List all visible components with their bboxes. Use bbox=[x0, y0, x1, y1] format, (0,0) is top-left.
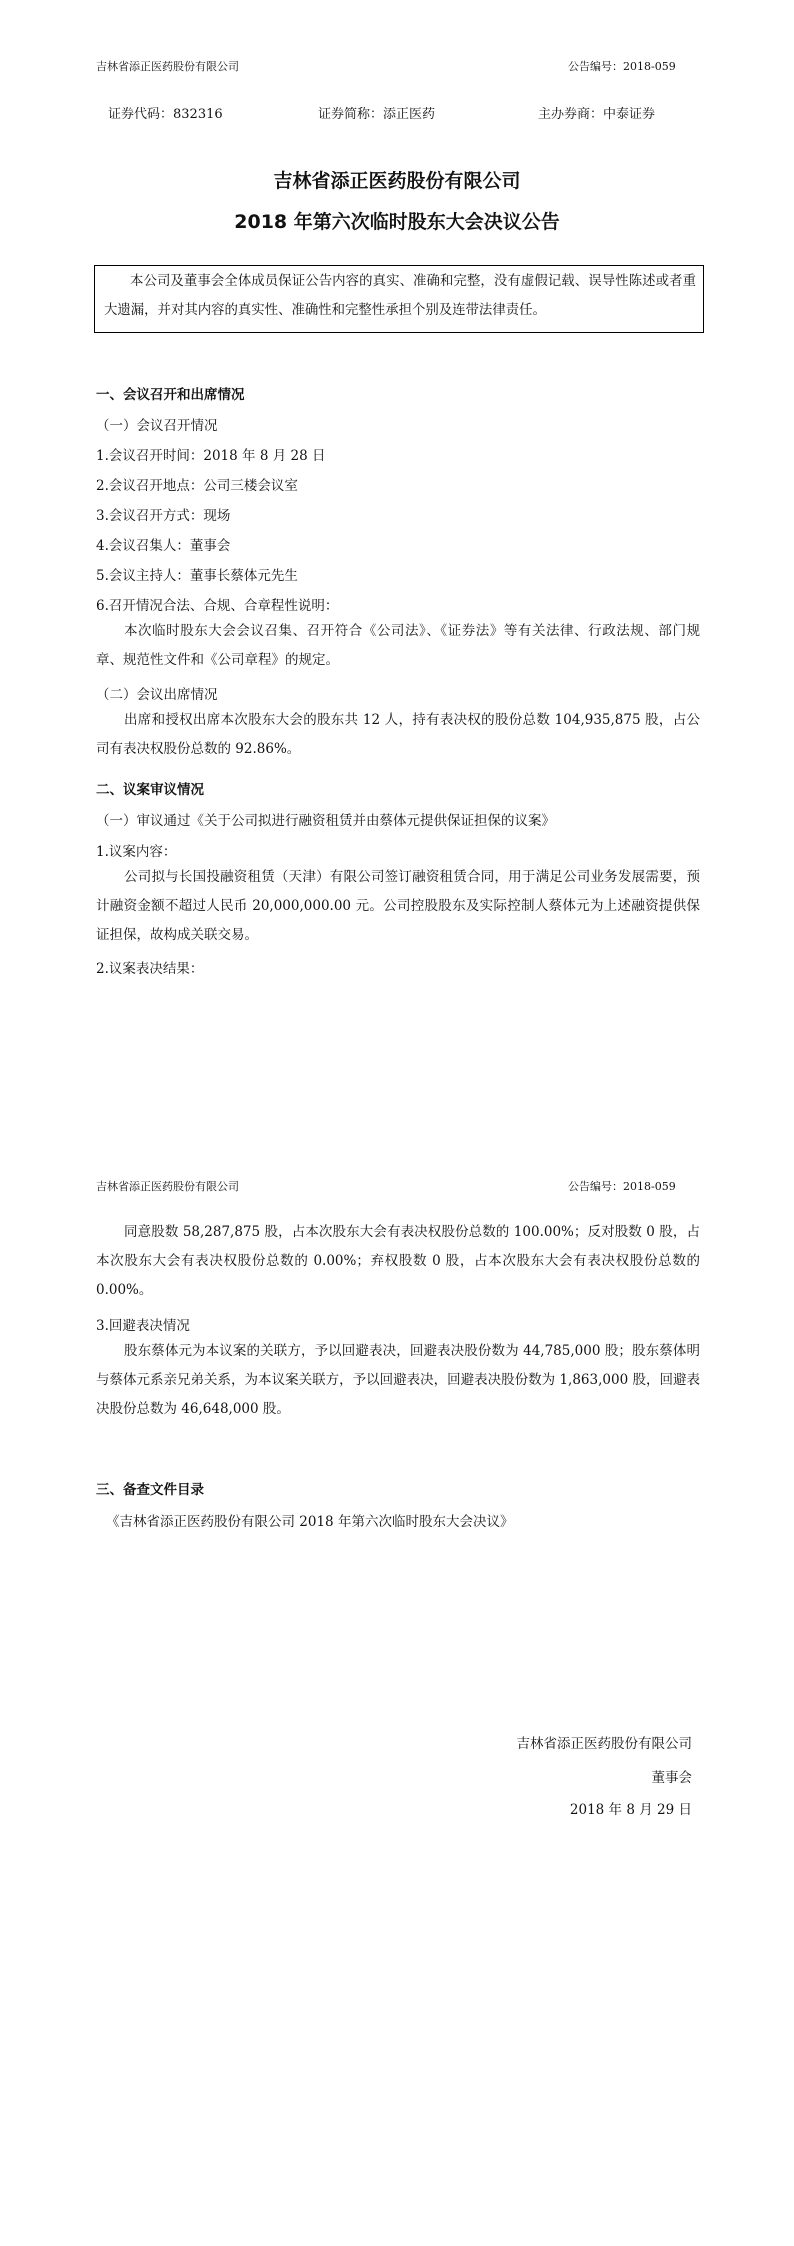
voting-result-text: 同意股数 58,287,875 股，占本次股东大会有表决权股份总数的 100.00%；反对股数 0 股，占本次股东大会有表决权股份总数的 0.00%；弃权股数 0 股，占本次股东大会有表决权股份总数的 0.00%。 bbox=[96, 1224, 700, 1298]
item-voting-result: 2.议案表决结果： bbox=[96, 961, 204, 977]
section-3-heading: 三、备查文件目录 bbox=[96, 1482, 204, 1498]
signature-board: 董事会 bbox=[651, 1770, 692, 1786]
header-notice-number: 公告编号：2018-059 bbox=[568, 60, 676, 73]
section-1-heading: 一、会议召开和出席情况 bbox=[96, 387, 245, 403]
disclaimer-text: 本公司及董事会全体成员保证公告内容的真实、准确和完整，没有虚假记载、误导性陈述或者重大遗漏，并对其内容的真实性、准确性和完整性承担个别及连带法律责任。 bbox=[104, 274, 696, 318]
item-meeting-place: 2.会议召开地点：公司三楼会议室 bbox=[96, 478, 298, 494]
subsection-attendance: （二）会议出席情况 bbox=[96, 687, 218, 703]
proposal-content-text: 公司拟与长国投融资租赁（天津）有限公司签订融资租赁合同，用于满足公司业务发展需要，预计融资金额不超过人民币 20,000,000.00 元。公司控股股东及实际控制人蔡体元为上述融资提供保证担保，故构成关联交易。 bbox=[96, 869, 700, 943]
attendance-statement: 出席和授权出席本次股东大会的股东共 12 人，持有表决权的股份总数 104,935,875 股，占公司有表决权股份总数的 92.86%。 bbox=[96, 712, 700, 757]
item-meeting-time: 1.会议召开时间：2018 年 8 月 28 日 bbox=[96, 448, 326, 464]
reference-document: 《吉林省添正医药股份有限公司 2018 年第六次临时股东大会决议》 bbox=[106, 1514, 514, 1530]
item-avoidance-title: 3.回避表决情况 bbox=[96, 1318, 190, 1334]
securities-abbreviation: 证券简称：添正医药 bbox=[318, 107, 436, 122]
avoidance-text: 股东蔡体元为本议案的关联方，予以回避表决，回避表决股份数为 44,785,000 股；股东蔡体明与蔡体元系亲兄弟关系，为本议案关联方，予以回避表决，回避表决股份数为 1,863,000 股，回避表决股份总数为 46,648,000 股。 bbox=[96, 1343, 700, 1417]
page-title-announcement: 2018 年第六次临时股东大会决议公告 bbox=[234, 211, 560, 233]
legality-statement: 本次临时股东大会会议召集、召开符合《公司法》、《证券法》等有关法律、行政法规、部门规章、规范性文件和《公司章程》的规定。 bbox=[96, 623, 700, 668]
header-company-page-2: 吉林省添正医药股份有限公司 bbox=[96, 1180, 239, 1193]
item-legality-title: 6.召开情况合法、合规、合章程性说明： bbox=[96, 598, 339, 614]
resolution-title: （一）审议通过《关于公司拟进行融资租赁并由蔡体元提供保证担保的议案》 bbox=[96, 813, 555, 829]
item-meeting-method: 3.会议召开方式：现场 bbox=[96, 508, 231, 524]
lead-broker: 主办券商：中泰证券 bbox=[538, 107, 656, 122]
page-title-company: 吉林省添正医药股份有限公司 bbox=[273, 170, 521, 192]
signature-date: 2018 年 8 月 29 日 bbox=[569, 1802, 692, 1818]
section-2-heading: 二、议案审议情况 bbox=[96, 782, 204, 798]
item-convener: 4.会议召集人：董事会 bbox=[96, 538, 231, 554]
item-proposal-content: 1.议案内容： bbox=[96, 844, 177, 860]
header-notice-number-page-2: 公告编号：2018-059 bbox=[568, 1180, 676, 1193]
item-chairperson: 5.会议主持人：董事长蔡体元先生 bbox=[96, 568, 298, 584]
subsection-meeting-convening: （一）会议召开情况 bbox=[96, 418, 218, 434]
signature-company: 吉林省添正医药股份有限公司 bbox=[516, 1736, 692, 1752]
header-company: 吉林省添正医药股份有限公司 bbox=[96, 60, 239, 73]
securities-code: 证券代码：832316 bbox=[108, 107, 223, 122]
